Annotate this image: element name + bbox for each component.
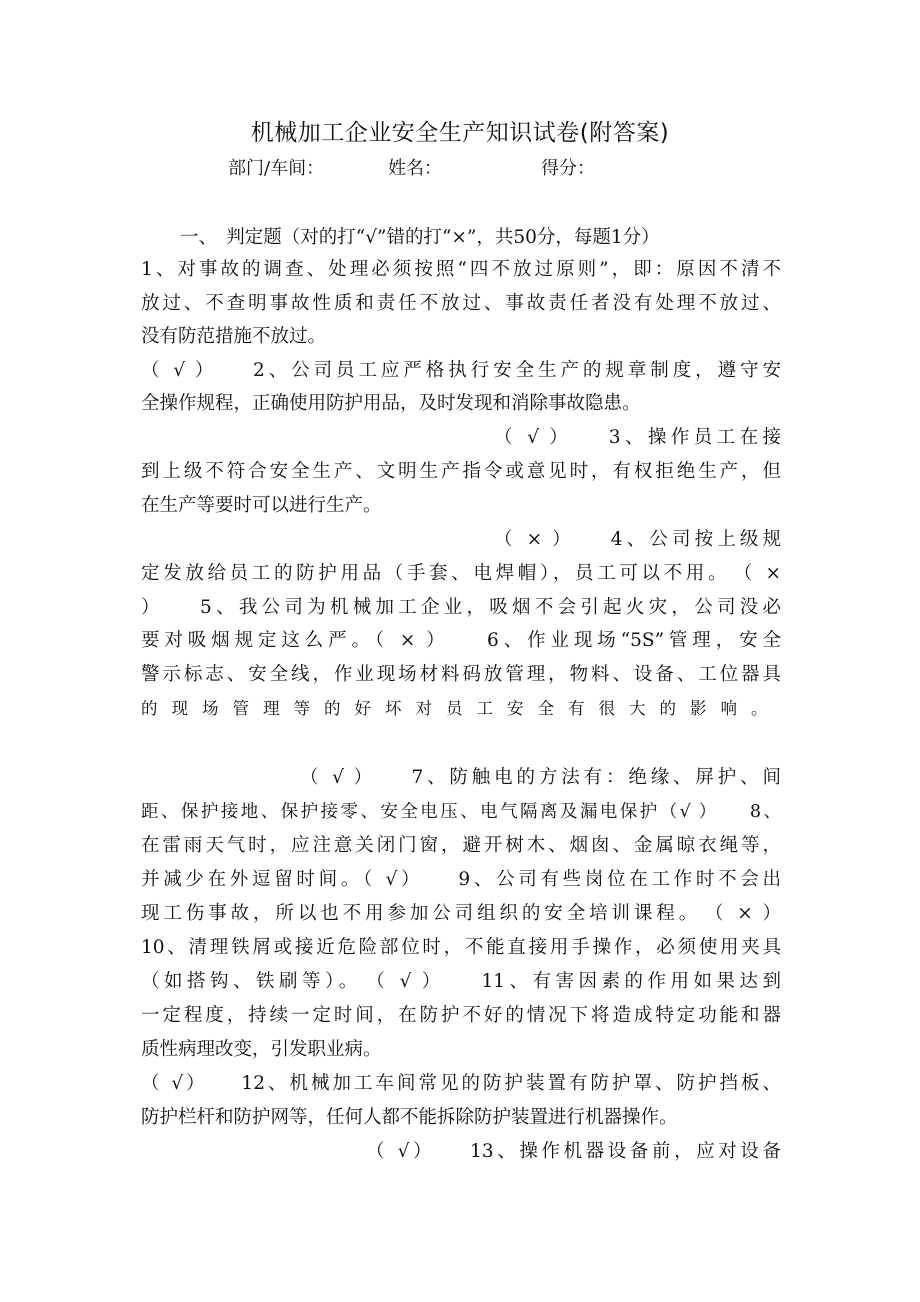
text-line: （ √） 13、操作机器设备前，应对设备	[366, 1141, 781, 1162]
text-line: 要对吸烟规定这么严。（ × ） 6、作业现场“5S”管理，安全	[141, 630, 781, 651]
text-line: ） 5、我公司为机械加工企业，吸烟不会引起火灾，公司没必	[141, 597, 781, 618]
text-line: 并减少在外逗留时间。（ √） 9、公司有些岗位在工作时不会出	[141, 869, 781, 890]
text-line: 全操作规程，正确使用防护用品，及时发现和消除事故隐患。	[141, 393, 641, 414]
text-line: 在雷雨天气时，应注意关闭门窗，避开树木、烟囱、金属晾衣绳等，	[141, 835, 781, 856]
document-title: 机械加工企业安全生产知识试卷(附答案)	[250, 120, 670, 146]
department-field-label: 部门/车间：	[228, 158, 325, 179]
text-line: （ √ ） 2、公司员工应严格执行安全生产的规章制度，遵守安	[141, 360, 781, 381]
text-line: 放过、不查明事故性质和责任不放过、事故责任者没有处理不放过、	[141, 293, 781, 314]
text-line: 现工伤事故，所以也不用参加公司组织的安全培训课程。 （ × ）	[141, 903, 781, 924]
text-line: 定发放给员工的防护用品（手套、电焊帽），员工可以不用。 （ ×	[141, 563, 781, 584]
text-line: （如搭钩、铁刷等）。 （ √ ） 11、有害因素的作用如果达到	[141, 971, 781, 992]
section-heading: 一、 判定题（对的打“√”错的打“×”，共50分，每题1分）	[180, 227, 660, 248]
text-line: 警示标志、安全线，作业现场材料码放管理，物料、设备、工位器具	[141, 664, 781, 685]
score-field-label: 得分：	[541, 158, 595, 179]
text-line: 防护栏杆和防护网等，任何人都不能拆除防护装置进行机器操作。	[141, 1107, 678, 1128]
text-line: 1、对事故的调查、处理必须按照“四不放过原则”，即：原因不清不	[141, 259, 781, 280]
text-line: 到上级不符合安全生产、文明生产指令或意见时，有权拒绝生产，但	[141, 461, 781, 482]
text-line: 在生产等要时可以进行生产。	[141, 495, 382, 516]
text-line: 10、清理铁屑或接近危险部位时，不能直接用手操作，必须使用夹具	[141, 937, 781, 958]
text-line: （ × ） 4、公司按上级规	[494, 529, 781, 550]
text-line: 质性病理改变，引发职业病。	[141, 1039, 382, 1060]
text-line: 距、保护接地、保护接零、安全电压、电气隔离及漏电保护（√ ） 8、	[141, 802, 781, 822]
text-line: （ √ ） 7、防触电的方法有：绝缘、屏护、间	[300, 767, 781, 788]
text-line: 没有防范措施不放过。	[141, 326, 327, 347]
text-line: （ √ ） 3、操作员工在接	[494, 427, 781, 448]
text-line: 的现场管理等的好坏对员工安全有很大的影响。	[141, 699, 782, 718]
name-field-label: 姓名：	[388, 158, 442, 179]
text-line: 一定程度，持续一定时间，在防护不好的情况下将造成特定功能和器	[141, 1005, 781, 1026]
text-line: （ √） 12、机械加工车间常见的防护装置有防护罩、防护挡板、	[141, 1073, 781, 1094]
